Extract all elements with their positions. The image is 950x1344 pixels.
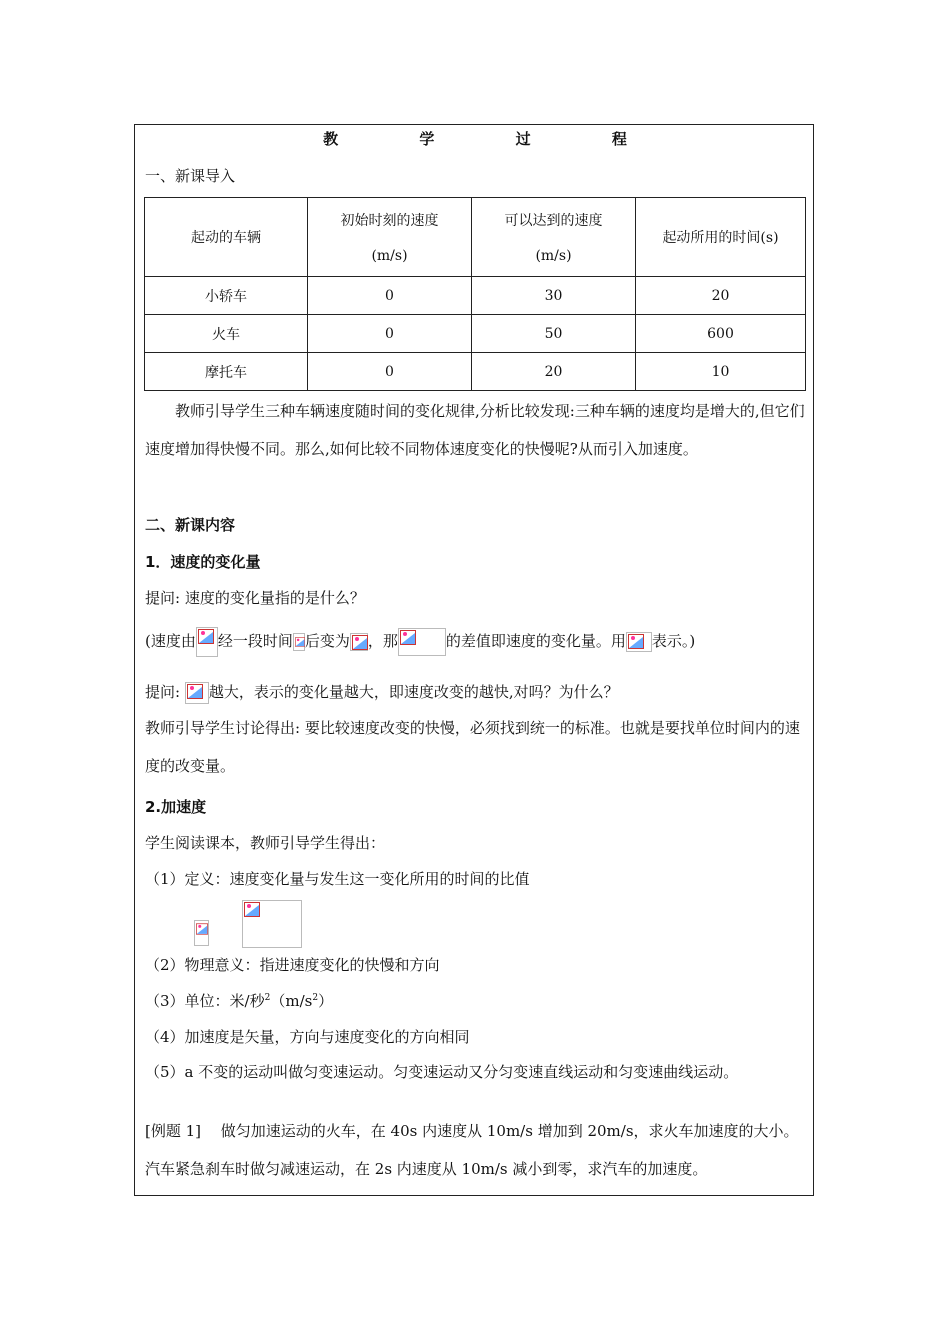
formula-image-icon	[350, 633, 368, 651]
table-header-row	[145, 198, 806, 277]
cell-initial: 0	[308, 353, 472, 391]
formula-image-icon	[398, 628, 446, 656]
table-row	[145, 277, 806, 315]
subheading-velocity-change: 1．速度的变化量	[145, 553, 261, 571]
formula-image-icon	[185, 682, 209, 704]
subheading-acceleration: 2.加速度	[145, 798, 207, 816]
question-2: 提问: 越大，表示的变化量越大，即速度改变的越快,对吗？为什么？	[145, 681, 809, 704]
discussion-paragraph: 教师引导学生讨论得出: 要比较速度改变的快慢，必须找到统一的标准。也就是要找单位时间内的速度的改变量。	[145, 719, 800, 775]
table-row	[145, 353, 806, 391]
example-1: [例题 1] 做匀加速运动的火车，在 40s 内速度从 10m/s 增加到 20m/s，求火车加速度的大小。汽车紧急刹车时做匀减速运动，在 2s 内速度从 10m/s 减小到零，求汽车的加速度。	[145, 1122, 799, 1178]
cell-reach: 30	[472, 277, 636, 315]
table-row	[145, 315, 806, 353]
header-start-time: 起动所用的时间(s)	[636, 198, 806, 277]
cell-reach: 20	[472, 353, 636, 391]
answer-1: (速度由 经一段时间 后变为 ，那 的差值即速度的变化量。用 表示。)	[145, 627, 809, 661]
formula-image-icon	[196, 627, 218, 657]
cell-initial: 0	[308, 277, 472, 315]
item-vector: （4）加速度是矢量，方向与速度变化的方向相同	[145, 1028, 470, 1046]
item-definition: （1）定义：速度变化量与发生这一变化所用的时间的比值	[145, 870, 530, 888]
header-reach-speed: 可以达到的速度 (m/s)	[472, 198, 636, 277]
intro-paragraph: 教师引导学生三种车辆速度随时间的变化规律,分析比较发现:三种车辆的速度均是增大的,但它们速度增加得快慢不同。那么,如何比较不同物体速度变化的快慢呢?从而引入加速度。	[145, 402, 805, 458]
unit-exponent: 2	[264, 993, 271, 1003]
unit-exponent: 2	[312, 993, 319, 1003]
cell-time: 600	[636, 315, 806, 353]
cell-vehicle: 摩托车	[145, 353, 308, 391]
section-content-heading: 二、新课内容	[145, 516, 236, 534]
cell-initial: 0	[308, 315, 472, 353]
formula-image-icon	[194, 920, 209, 946]
header-vehicle: 起动的车辆	[145, 198, 308, 277]
cell-reach: 50	[472, 315, 636, 353]
item-physical-meaning: （2）物理意义：指进速度变化的快慢和方向	[145, 956, 440, 974]
header-initial-speed: 初始时刻的速度 (m/s)	[308, 198, 472, 277]
formula-image-icon	[242, 900, 302, 948]
section-intro-heading: 一、新课导入	[145, 167, 236, 185]
item-unit: （3）单位：米/秒$^2(m/s^2)$	[145, 992, 334, 1010]
item-uniform-motion: （5）a 不变的运动叫做匀变速运动。匀变速运动又分匀变速直线运动和匀变速曲线运动。	[145, 1063, 739, 1081]
formula-image-icon	[626, 632, 652, 652]
question-1: 提问: 速度的变化量指的是什么？	[145, 589, 365, 607]
page-title: 教 学 过 程	[323, 130, 665, 148]
cell-vehicle: 小轿车	[145, 277, 308, 315]
reading-instruction: 学生阅读课本，教师引导学生得出：	[145, 834, 386, 852]
cell-time: 20	[636, 277, 806, 315]
formula-image-icon	[293, 633, 305, 651]
vehicle-table	[144, 197, 806, 391]
cell-time: 10	[636, 353, 806, 391]
cell-vehicle: 火车	[145, 315, 308, 353]
